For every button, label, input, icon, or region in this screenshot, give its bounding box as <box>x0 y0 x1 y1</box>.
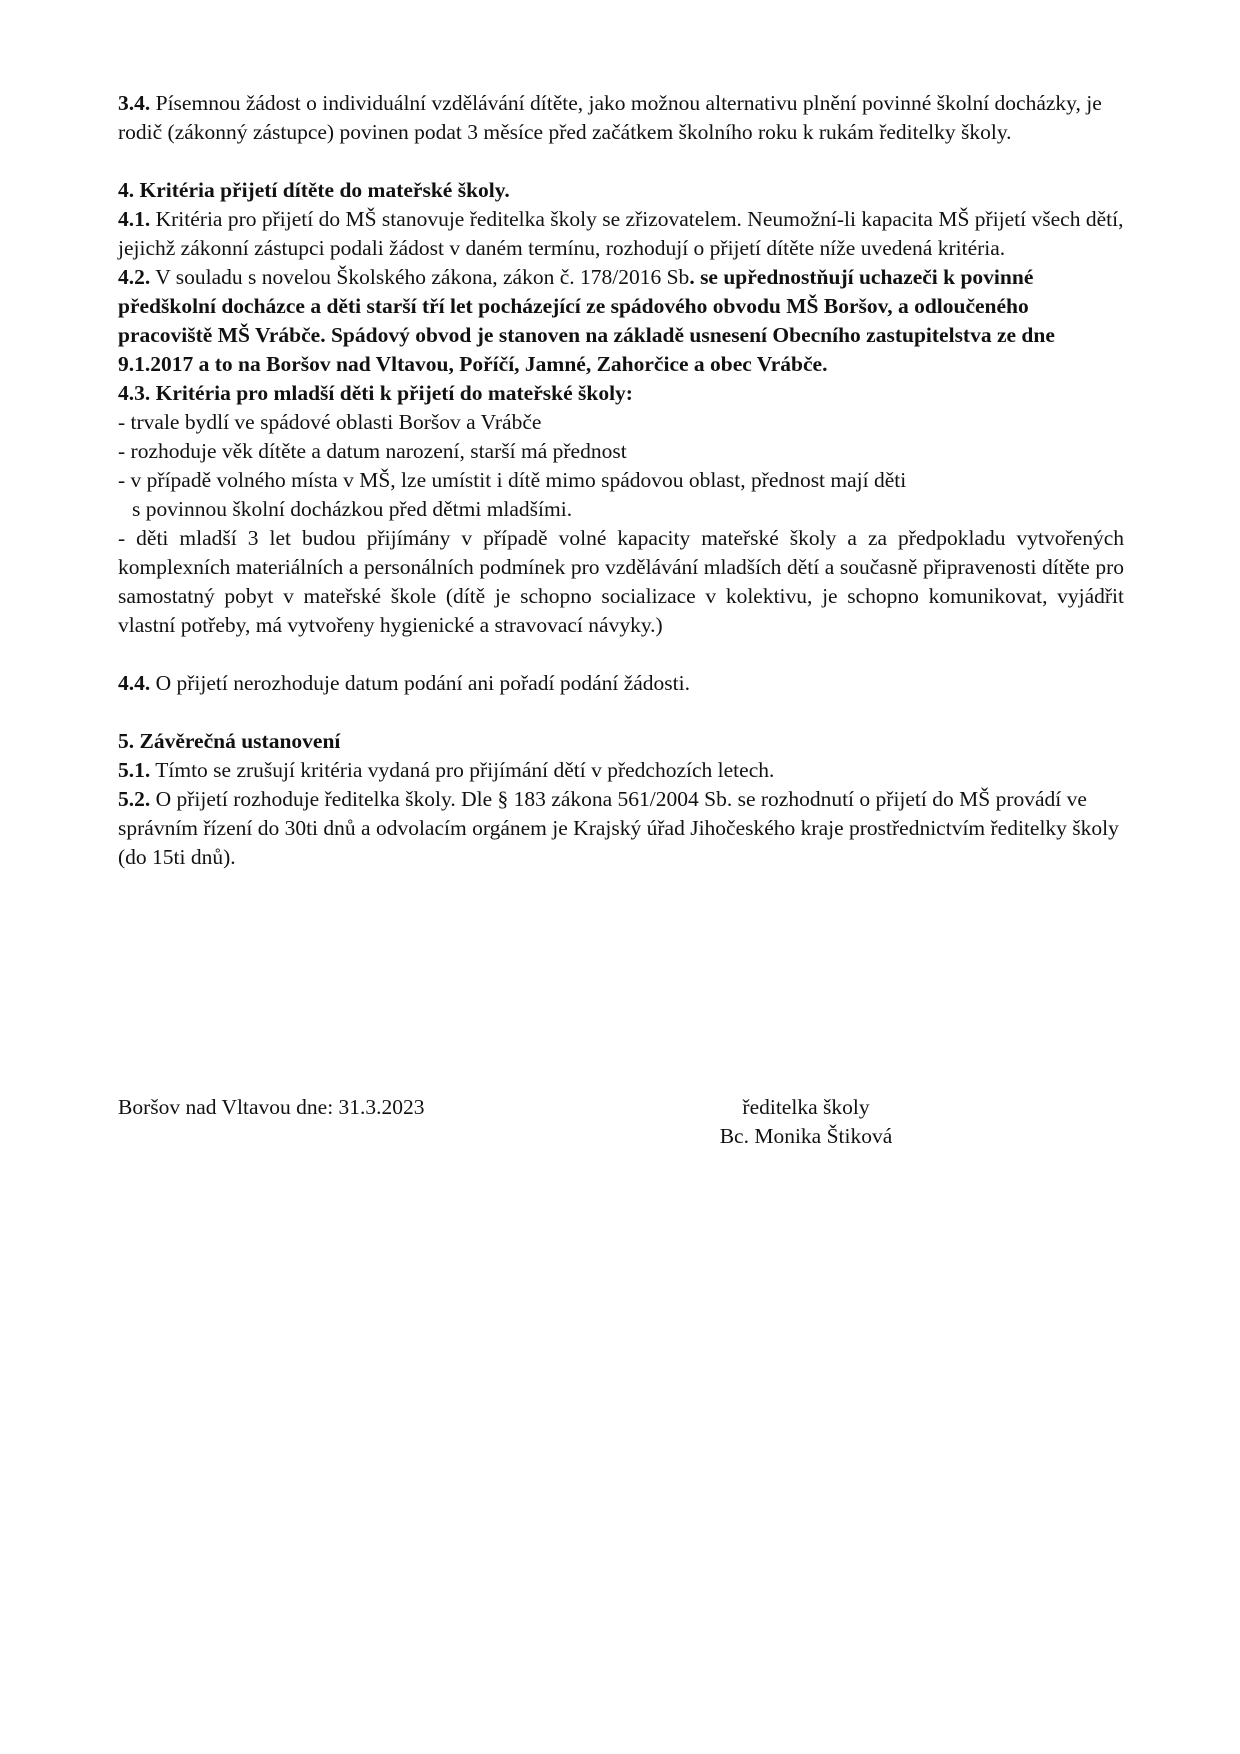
document-page <box>118 89 1124 872</box>
spacer <box>118 698 1124 727</box>
paragraph-4-1 <box>118 205 1124 263</box>
paragraph-4-2 <box>118 263 1124 379</box>
list-item: - děti mladší 3 let budou přijímány v případě volné kapacity mateřské školy a za předpokladu vytvořených komplexních materiálních a personálních podmínek pro vzdělávání mladších dětí a současně připravenosti dítěte pro samostatný pobyt v mateřské škole (dítě je schopno socializace v kolektivu, je schopno komunikovat, vyjádřit vlastní potřeby, má vytvořeny hygienické a stravovací návyky.) <box>118 526 1124 637</box>
list-item: - v případě volného místa v MŠ, lze umístit i dítě mimo spádovou oblast, přednost mají děti <box>118 468 907 492</box>
signer-role: ředitelka školy <box>742 1095 870 1119</box>
section-5-heading: 5. Závěrečná ustanovení <box>118 729 341 753</box>
spacer <box>118 640 1124 669</box>
paragraph-number: 5.2. <box>118 787 151 811</box>
paragraph-number: 5.1. <box>118 758 151 782</box>
paragraph-text: O přijetí nerozhoduje datum podání ani pořadí podání žádosti. <box>155 671 690 695</box>
list-item-continuation: s povinnou školní docházkou před dětmi mladšími. <box>132 497 573 521</box>
paragraph-number: 4.1. <box>118 207 151 231</box>
paragraph-3-4 <box>118 89 1124 147</box>
paragraph-text: V souladu s novelou Školského zákona, zákon č. 178/2016 Sb <box>155 265 690 289</box>
paragraph-number: 4.2. <box>118 265 151 289</box>
paragraph-5-2 <box>118 785 1124 872</box>
paragraph-text: O přijetí rozhoduje ředitelka školy. Dle § 183 zákona 561/2004 Sb. se rozhodnutí o přijetí do MŠ provádí ve správním řízení do 30ti dnů a odvolacím orgánem je Krajský úřad Jihočeského kraje prostřednictvím ředitelky školy (do 15ti dnů). <box>118 787 1119 869</box>
paragraph-4-4 <box>118 669 1124 698</box>
list-item: - rozhoduje věk dítěte a datum narození, starší má přednost <box>118 439 627 463</box>
paragraph-5-1 <box>118 756 1124 785</box>
paragraph-4-3-title <box>118 379 1124 408</box>
paragraph-number: 4.3. <box>118 381 151 405</box>
paragraph-text: Písemnou žádost o individuální vzdělávání dítěte, jako možnou alternativu plnění povinné školní docházky, je rodič (zákonný zástupce) povinen podat 3 měsíce před začátkem školního roku k rukám ředitelky školy. <box>118 91 1102 144</box>
list-item: - trvale bydlí ve spádové oblasti Boršov a Vrábče <box>118 410 542 434</box>
paragraph-text-bold: . se upřednostňují uchazeči k povinné předškolní docházce a děti starší tří let pocházející ze spádového obvodu MŠ Boršov, a odloučeného pracoviště MŠ Vrábče. Spádový obvod je stanoven na základě usnesení Obecního zastupitelstva ze dne 9.1.2017 a to na Boršov nad Vltavou, Poříčí, Jamné, Zahorčice a obec Vrábče. <box>118 265 1055 376</box>
signature-block <box>118 1093 1124 1163</box>
paragraph-title: Kritéria pro mladší děti k přijetí do mateřské školy: <box>155 381 633 405</box>
section-4-heading: 4. Kritéria přijetí dítěte do mateřské školy. <box>118 178 510 202</box>
signer-name: Bc. Monika Štiková <box>719 1124 893 1148</box>
paragraph-number: 4.4. <box>118 671 151 695</box>
paragraph-text: Tímto se zrušují kritéria vydaná pro přijímání dětí v předchozích letech. <box>155 758 775 782</box>
spacer <box>118 147 1124 176</box>
paragraph-number: 3.4. <box>118 91 151 115</box>
signer <box>686 1093 926 1151</box>
paragraph-text: Kritéria pro přijetí do MŠ stanovuje ředitelka školy se zřizovatelem. Neumožní-li kapacita MŠ přijetí všech dětí, jejichž zákonní zástupci podali žádost v daném termínu, rozhodují o přijetí dítěte níže uvedená kritéria. <box>118 207 1124 260</box>
place-and-date: Boršov nad Vltavou dne: 31.3.2023 <box>118 1095 425 1119</box>
